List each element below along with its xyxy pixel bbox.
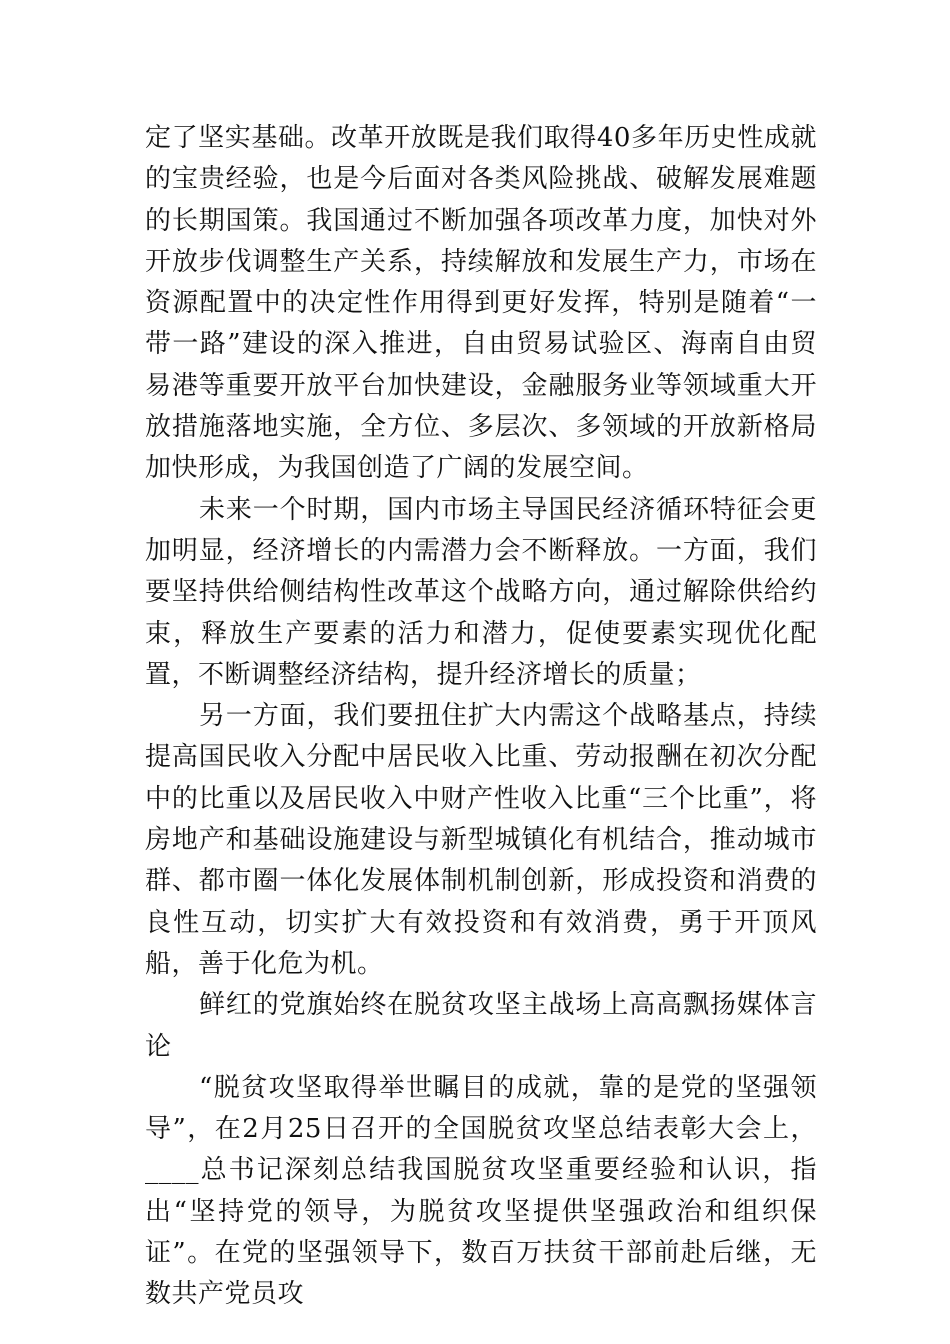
paragraph-4: “脱贫攻坚取得举世瞩目的成就，靠的是党的坚强领导”，在2月25日召开的全国脱贫攻坚总结表彰大会上，____总书记深刻总结我国脱贫攻坚重要经验和认识，指出“坚持党的领导，为脱贫攻坚提供坚强政治和组织保证”。在党的坚强领导下，数百万扶贫干部前赴后继，无数共产党员攻 [145,1072,817,1310]
document-body [145,118,817,1316]
paragraph-2: 未来一个时期，国内市场主导国民经济循环特征会更加明显，经济增长的内需潜力会不断释放。一方面，我们要坚持供给侧结构性改革这个战略方向，通过解除供给约束，释放生产要素的活力和潜力，促使要素实现优化配置，不断调整经济结构，提升经济增长的质量； [145,494,817,690]
section-heading: 鲜红的党旗始终在脱贫攻坚主战场上高高飘扬媒体言论 [145,990,817,1062]
paragraph-1: 定了坚实基础。改革开放既是我们取得40多年历史性成就的宝贵经验，也是今后面对各类风险挑战、破解发展难题的长期国策。我国通过不断加强各项改革力度，加快对外开放步伐调整生产关系，持续解放和发展生产力，市场在资源配置中的决定性作用得到更好发挥，特别是随着“一带一路”建设的深入推进，自由贸易试验区、海南自由贸易港等重要开放平台加快建设，金融服务业等领域重大开放措施落地实施，全方位、多层次、多领域的开放新格局加快形成，为我国创造了广阔的发展空间。 [145,123,817,484]
paragraph-3: 另一方面，我们要扭住扩大内需这个战略基点，持续提高国民收入分配中居民收入比重、劳动报酬在初次分配中的比重以及居民收入中财产性收入比重“三个比重”，将房地产和基础设施建设与新型城镇化有机结合，推动城市群、都市圈一体化发展体制机制创新，形成投资和消费的良性互动，切实扩大有效投资和有效消费，勇于开顶风船，善于化危为机。 [145,701,817,979]
